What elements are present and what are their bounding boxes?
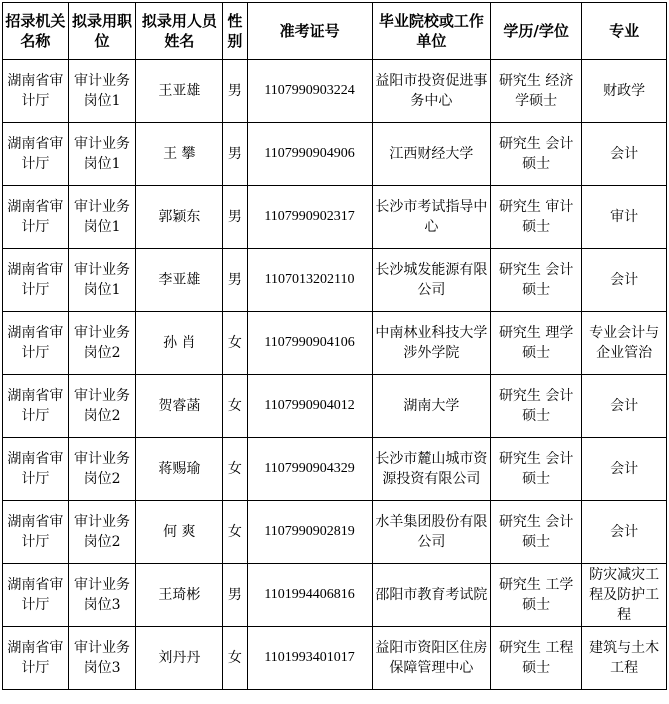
cell-exam-id-text: 1107013202110 <box>264 272 355 287</box>
header-org: 招录机关名称 <box>3 3 69 60</box>
cell-major-text: 财政学 <box>603 83 646 99</box>
cell-exam-id <box>247 501 372 564</box>
cell-education <box>491 186 582 249</box>
cell-major <box>582 627 667 690</box>
cell-sex-text: 女 <box>227 650 242 666</box>
cell-education-text: 研究生 会计硕士 <box>498 388 574 424</box>
cell-school <box>372 564 491 627</box>
table-row <box>3 375 667 438</box>
cell-sex-text: 男 <box>227 209 242 225</box>
cell-major-text: 防灾减灾工程及防护工程 <box>589 567 660 623</box>
cell-education-text: 研究生 工学硕士 <box>498 577 574 613</box>
table-row <box>3 564 667 627</box>
cell-position-text: 审计业务岗位2 <box>74 514 131 550</box>
cell-org-text: 湖南省审计厅 <box>7 451 64 487</box>
cell-name-text: 刘丹丹 <box>158 650 201 666</box>
cell-org-text: 湖南省审计厅 <box>7 73 64 109</box>
cell-position <box>68 501 136 564</box>
cell-position-text: 审计业务岗位3 <box>74 640 131 676</box>
cell-name-text: 孙 肖 <box>163 335 196 351</box>
cell-sex-text: 女 <box>227 398 242 414</box>
cell-exam-id-text: 1107990902819 <box>264 524 355 539</box>
cell-name <box>136 501 223 564</box>
cell-position-text: 审计业务岗位1 <box>74 73 131 109</box>
cell-exam-id <box>247 249 372 312</box>
cell-sex <box>223 627 247 690</box>
table-body <box>3 60 667 690</box>
cell-position <box>68 60 136 123</box>
cell-org <box>3 375 69 438</box>
cell-school-text: 中南林业科技大学涉外学院 <box>375 325 488 361</box>
cell-education <box>491 60 582 123</box>
cell-school-text: 益阳市投资促进事务中心 <box>375 73 488 109</box>
cell-sex-text: 男 <box>227 272 242 288</box>
table-row <box>3 312 667 375</box>
cell-position <box>68 249 136 312</box>
cell-org <box>3 438 69 501</box>
cell-education-text: 研究生 审计硕士 <box>498 199 574 235</box>
cell-school-text: 益阳市资阳区住房保障管理中心 <box>375 640 488 676</box>
cell-org-text: 湖南省审计厅 <box>7 199 64 235</box>
cell-major <box>582 501 667 564</box>
cell-org-text: 湖南省审计厅 <box>7 640 64 676</box>
cell-org <box>3 564 69 627</box>
cell-sex <box>223 312 247 375</box>
cell-exam-id <box>247 312 372 375</box>
cell-education-text: 研究生 经济学硕士 <box>498 73 574 109</box>
cell-name-text: 王 攀 <box>163 146 196 162</box>
cell-position <box>68 564 136 627</box>
cell-position <box>68 186 136 249</box>
cell-sex-text: 男 <box>227 146 242 162</box>
cell-major-text: 会计 <box>610 398 639 414</box>
cell-sex <box>223 501 247 564</box>
cell-sex <box>223 123 247 186</box>
cell-education-text: 研究生 理学硕士 <box>498 325 574 361</box>
cell-school <box>372 312 491 375</box>
cell-major <box>582 186 667 249</box>
cell-exam-id <box>247 60 372 123</box>
cell-position-text: 审计业务岗位2 <box>74 388 131 424</box>
cell-position <box>68 627 136 690</box>
cell-name-text: 贺睿菡 <box>158 398 201 414</box>
cell-major <box>582 60 667 123</box>
cell-position <box>68 375 136 438</box>
cell-position-text: 审计业务岗位1 <box>74 136 131 172</box>
cell-name <box>136 438 223 501</box>
cell-exam-id-text: 1101994406816 <box>264 587 355 602</box>
cell-exam-id <box>247 438 372 501</box>
cell-education-text: 研究生 会计硕士 <box>498 136 574 172</box>
cell-major <box>582 249 667 312</box>
cell-org-text: 湖南省审计厅 <box>7 136 64 172</box>
cell-position <box>68 312 136 375</box>
cell-name-text: 何 爽 <box>163 524 196 540</box>
cell-school-text: 江西财经大学 <box>389 146 474 162</box>
table-row <box>3 123 667 186</box>
cell-education <box>491 312 582 375</box>
cell-org <box>3 123 69 186</box>
cell-exam-id <box>247 627 372 690</box>
cell-name <box>136 249 223 312</box>
cell-school <box>372 501 491 564</box>
cell-major <box>582 375 667 438</box>
cell-exam-id <box>247 186 372 249</box>
table-row <box>3 627 667 690</box>
cell-exam-id-text: 1107990904329 <box>264 461 355 476</box>
cell-sex <box>223 438 247 501</box>
cell-position-text: 审计业务岗位3 <box>74 577 131 613</box>
cell-education-text: 研究生 会计硕士 <box>498 451 574 487</box>
cell-name-text: 蒋赐瑜 <box>158 461 201 477</box>
cell-name <box>136 123 223 186</box>
cell-school <box>372 375 491 438</box>
cell-exam-id-text: 1101993401017 <box>264 650 355 665</box>
cell-name <box>136 60 223 123</box>
cell-name-text: 李亚雄 <box>158 272 201 288</box>
cell-org-text: 湖南省审计厅 <box>7 325 64 361</box>
cell-name <box>136 186 223 249</box>
table-header <box>3 3 667 60</box>
table-row <box>3 438 667 501</box>
cell-exam-id-text: 1107990904012 <box>264 398 355 413</box>
cell-school-text: 邵阳市教育考试院 <box>375 587 488 603</box>
cell-education <box>491 438 582 501</box>
table-row <box>3 249 667 312</box>
cell-school-text: 长沙市麓山城市资源投资有限公司 <box>375 451 488 487</box>
header-major: 专业 <box>582 3 667 60</box>
cell-sex <box>223 186 247 249</box>
cell-sex-text: 男 <box>227 83 242 99</box>
cell-exam-id-text: 1107990902317 <box>264 209 355 224</box>
header-row <box>3 3 667 60</box>
cell-major-text: 建筑与土木工程 <box>589 640 660 676</box>
cell-org <box>3 501 69 564</box>
cell-education <box>491 564 582 627</box>
cell-sex <box>223 60 247 123</box>
cell-org <box>3 60 69 123</box>
cell-sex-text: 女 <box>227 524 242 540</box>
cell-major <box>582 123 667 186</box>
cell-name <box>136 627 223 690</box>
cell-school <box>372 627 491 690</box>
cell-sex <box>223 249 247 312</box>
cell-name-text: 王亚雄 <box>158 83 201 99</box>
cell-major <box>582 312 667 375</box>
cell-education-text: 研究生 会计硕士 <box>498 262 574 298</box>
cell-education <box>491 249 582 312</box>
cell-exam-id <box>247 375 372 438</box>
header-education: 学历/学位 <box>491 3 582 60</box>
cell-position-text: 审计业务岗位1 <box>74 262 131 298</box>
cell-sex-text: 男 <box>227 587 242 603</box>
cell-name <box>136 375 223 438</box>
cell-org-text: 湖南省审计厅 <box>7 577 64 613</box>
header-sex: 性别 <box>223 3 247 60</box>
cell-school-text: 长沙城发能源有限公司 <box>375 262 488 298</box>
cell-major-text: 会计 <box>610 146 639 162</box>
cell-major-text: 审计 <box>610 209 639 225</box>
cell-name-text: 郭颖东 <box>158 209 201 225</box>
cell-school <box>372 186 491 249</box>
cell-exam-id-text: 1107990903224 <box>264 83 355 98</box>
cell-position-text: 审计业务岗位2 <box>74 451 131 487</box>
cell-school-text: 湖南大学 <box>403 398 460 414</box>
table-row <box>3 501 667 564</box>
cell-exam-id <box>247 564 372 627</box>
cell-sex <box>223 375 247 438</box>
cell-org <box>3 186 69 249</box>
cell-sex-text: 女 <box>227 461 242 477</box>
cell-major-text: 会计 <box>610 524 639 540</box>
cell-exam-id <box>247 123 372 186</box>
header-exam-id: 准考证号 <box>247 3 372 60</box>
cell-sex <box>223 564 247 627</box>
cell-school <box>372 249 491 312</box>
cell-position-text: 审计业务岗位1 <box>74 199 131 235</box>
cell-major <box>582 438 667 501</box>
cell-name <box>136 564 223 627</box>
header-school: 毕业院校或工作单位 <box>372 3 491 60</box>
cell-major-text: 会计 <box>610 272 639 288</box>
cell-education <box>491 627 582 690</box>
cell-sex-text: 女 <box>227 335 242 351</box>
cell-org <box>3 249 69 312</box>
header-position: 拟录用职位 <box>68 3 136 60</box>
cell-major-text: 会计 <box>610 461 639 477</box>
cell-name <box>136 312 223 375</box>
table-row <box>3 60 667 123</box>
cell-org-text: 湖南省审计厅 <box>7 262 64 298</box>
cell-org <box>3 627 69 690</box>
cell-school <box>372 438 491 501</box>
cell-school-text: 长沙市考试指导中心 <box>375 199 488 235</box>
cell-org-text: 湖南省审计厅 <box>7 514 64 550</box>
cell-position <box>68 123 136 186</box>
cell-school <box>372 60 491 123</box>
header-name: 拟录用人员姓名 <box>136 3 223 60</box>
cell-education <box>491 375 582 438</box>
cell-org <box>3 312 69 375</box>
cell-exam-id-text: 1107990904906 <box>264 146 355 161</box>
cell-education-text: 研究生 会计硕士 <box>498 514 574 550</box>
cell-school-text: 水羊集团股份有限公司 <box>375 514 488 550</box>
cell-org-text: 湖南省审计厅 <box>7 388 64 424</box>
cell-education-text: 研究生 工程硕士 <box>498 640 574 676</box>
cell-education <box>491 501 582 564</box>
cell-education <box>491 123 582 186</box>
cell-name-text: 王琦彬 <box>158 587 201 603</box>
table-row <box>3 186 667 249</box>
cell-major-text: 专业会计与企业管治 <box>589 325 660 361</box>
hiring-table <box>2 2 667 690</box>
cell-exam-id-text: 1107990904106 <box>264 335 355 350</box>
cell-school <box>372 123 491 186</box>
cell-position <box>68 438 136 501</box>
cell-major <box>582 564 667 627</box>
cell-position-text: 审计业务岗位2 <box>74 325 131 361</box>
